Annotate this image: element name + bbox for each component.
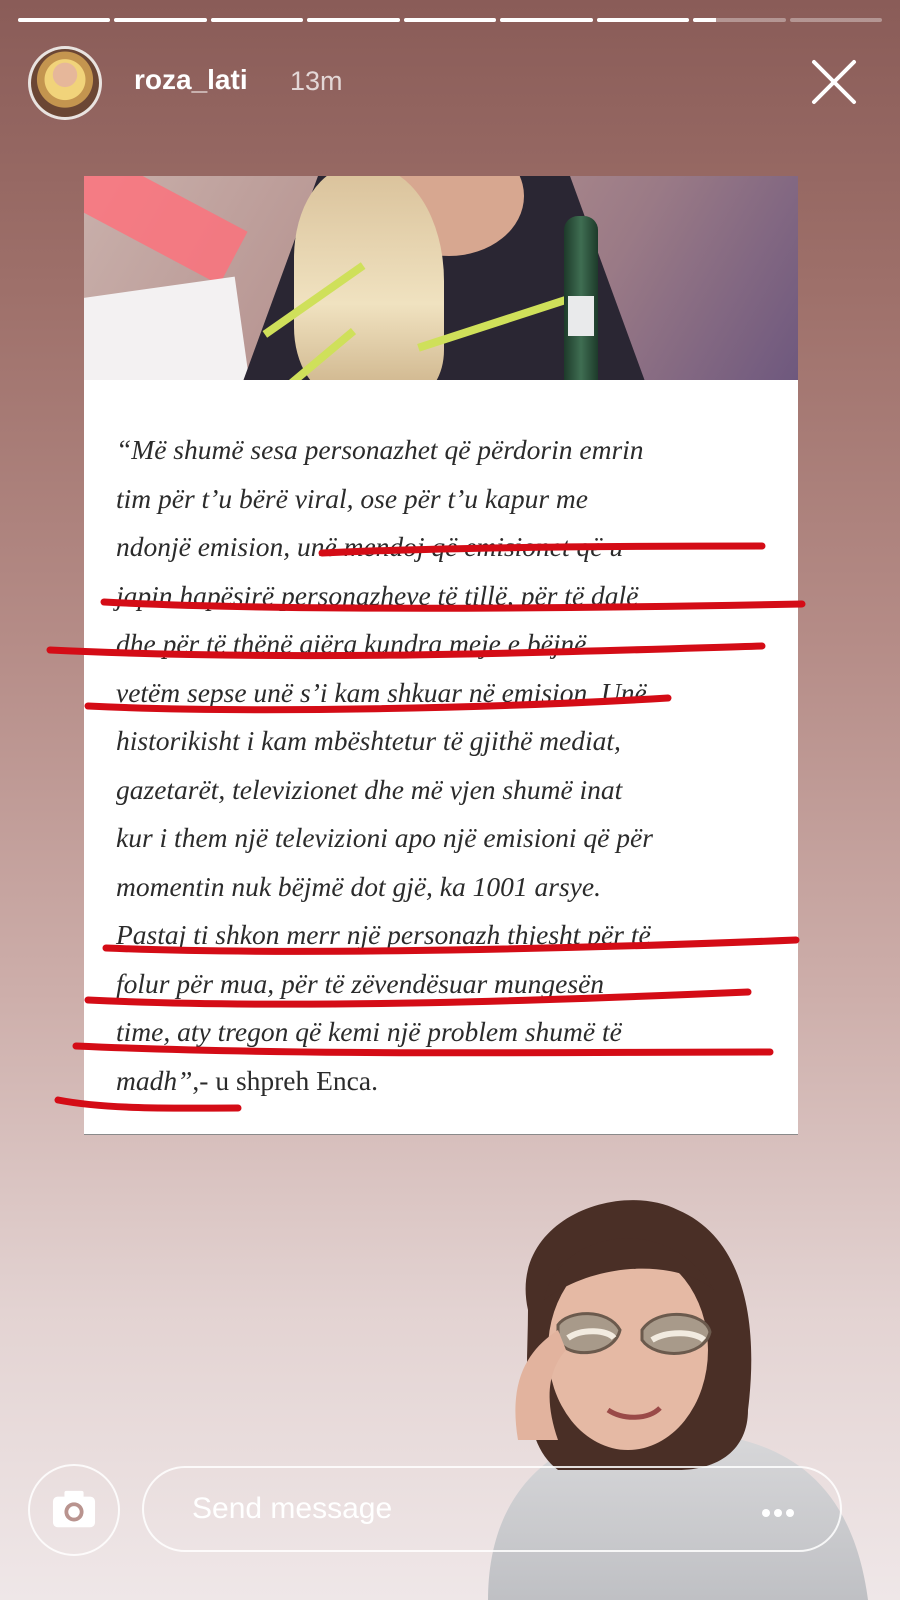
article-line: dhe për të thënë gjëra kundra meje e bëjnë (116, 628, 587, 659)
username[interactable]: roza_lati (134, 64, 248, 95)
camera-button[interactable] (28, 1464, 120, 1556)
story-progress-segment (211, 18, 303, 22)
article-line: Pastaj ti shkon merr një personazh thjesht për të (116, 919, 651, 950)
send-message-placeholder: Send message (192, 1492, 393, 1525)
story-progress-segment (114, 18, 206, 22)
send-message-input[interactable] (142, 1466, 842, 1552)
article-line: kur i them një televizioni apo një emisioni që për (116, 822, 653, 853)
story-progress-segment (404, 18, 496, 22)
story-progress-segment (18, 18, 110, 22)
article-line: time, aty tregon që kemi një problem shumë të (116, 1016, 622, 1047)
article-line: historikisht i kam mbështetur të gjithë mediat, (116, 725, 621, 756)
article-quote (116, 426, 776, 1105)
story-timestamp: 13m (290, 66, 343, 96)
more-options-icon[interactable] (762, 1504, 802, 1516)
article-line: madh” (116, 1064, 193, 1096)
camera-icon (30, 1466, 118, 1554)
profile-avatar[interactable] (28, 46, 102, 120)
story-progress-segment (307, 18, 399, 22)
article-line: tim për t’u bërë viral, ose për t’u kapur me (116, 482, 588, 514)
story-progress-segment (790, 18, 882, 22)
story-progress-segment (597, 18, 689, 22)
story-progress-segment (500, 18, 592, 22)
article-last-line (116, 1057, 776, 1106)
article-line: vetëm sepse unë s’i kam shkuar në emision. Unë (116, 676, 647, 708)
story-progress-segment (693, 18, 785, 22)
article-line: “Më shumë sesa personazhet që përdorin emrin (116, 434, 644, 465)
article-line: folur për mua, për të zëvendësuar mungesën (116, 967, 605, 999)
close-icon[interactable] (808, 56, 860, 108)
article-line: ndonjë emision, unë mendoj që emisionet që u (116, 531, 624, 562)
article-line: momentin nuk bëjmë dot gjë, ka 1001 arsye. (116, 870, 601, 902)
article-screenshot (84, 176, 798, 1134)
article-attribution: ,- u shpreh Enca. (192, 1064, 378, 1096)
article-line: japin hapësirë personazheve të tillë, për të dalë (116, 579, 639, 611)
story-progress (18, 18, 882, 22)
article-photo (84, 176, 798, 380)
article-line: gazetarët, televizionet dhe më vjen shumë inat (116, 773, 623, 805)
